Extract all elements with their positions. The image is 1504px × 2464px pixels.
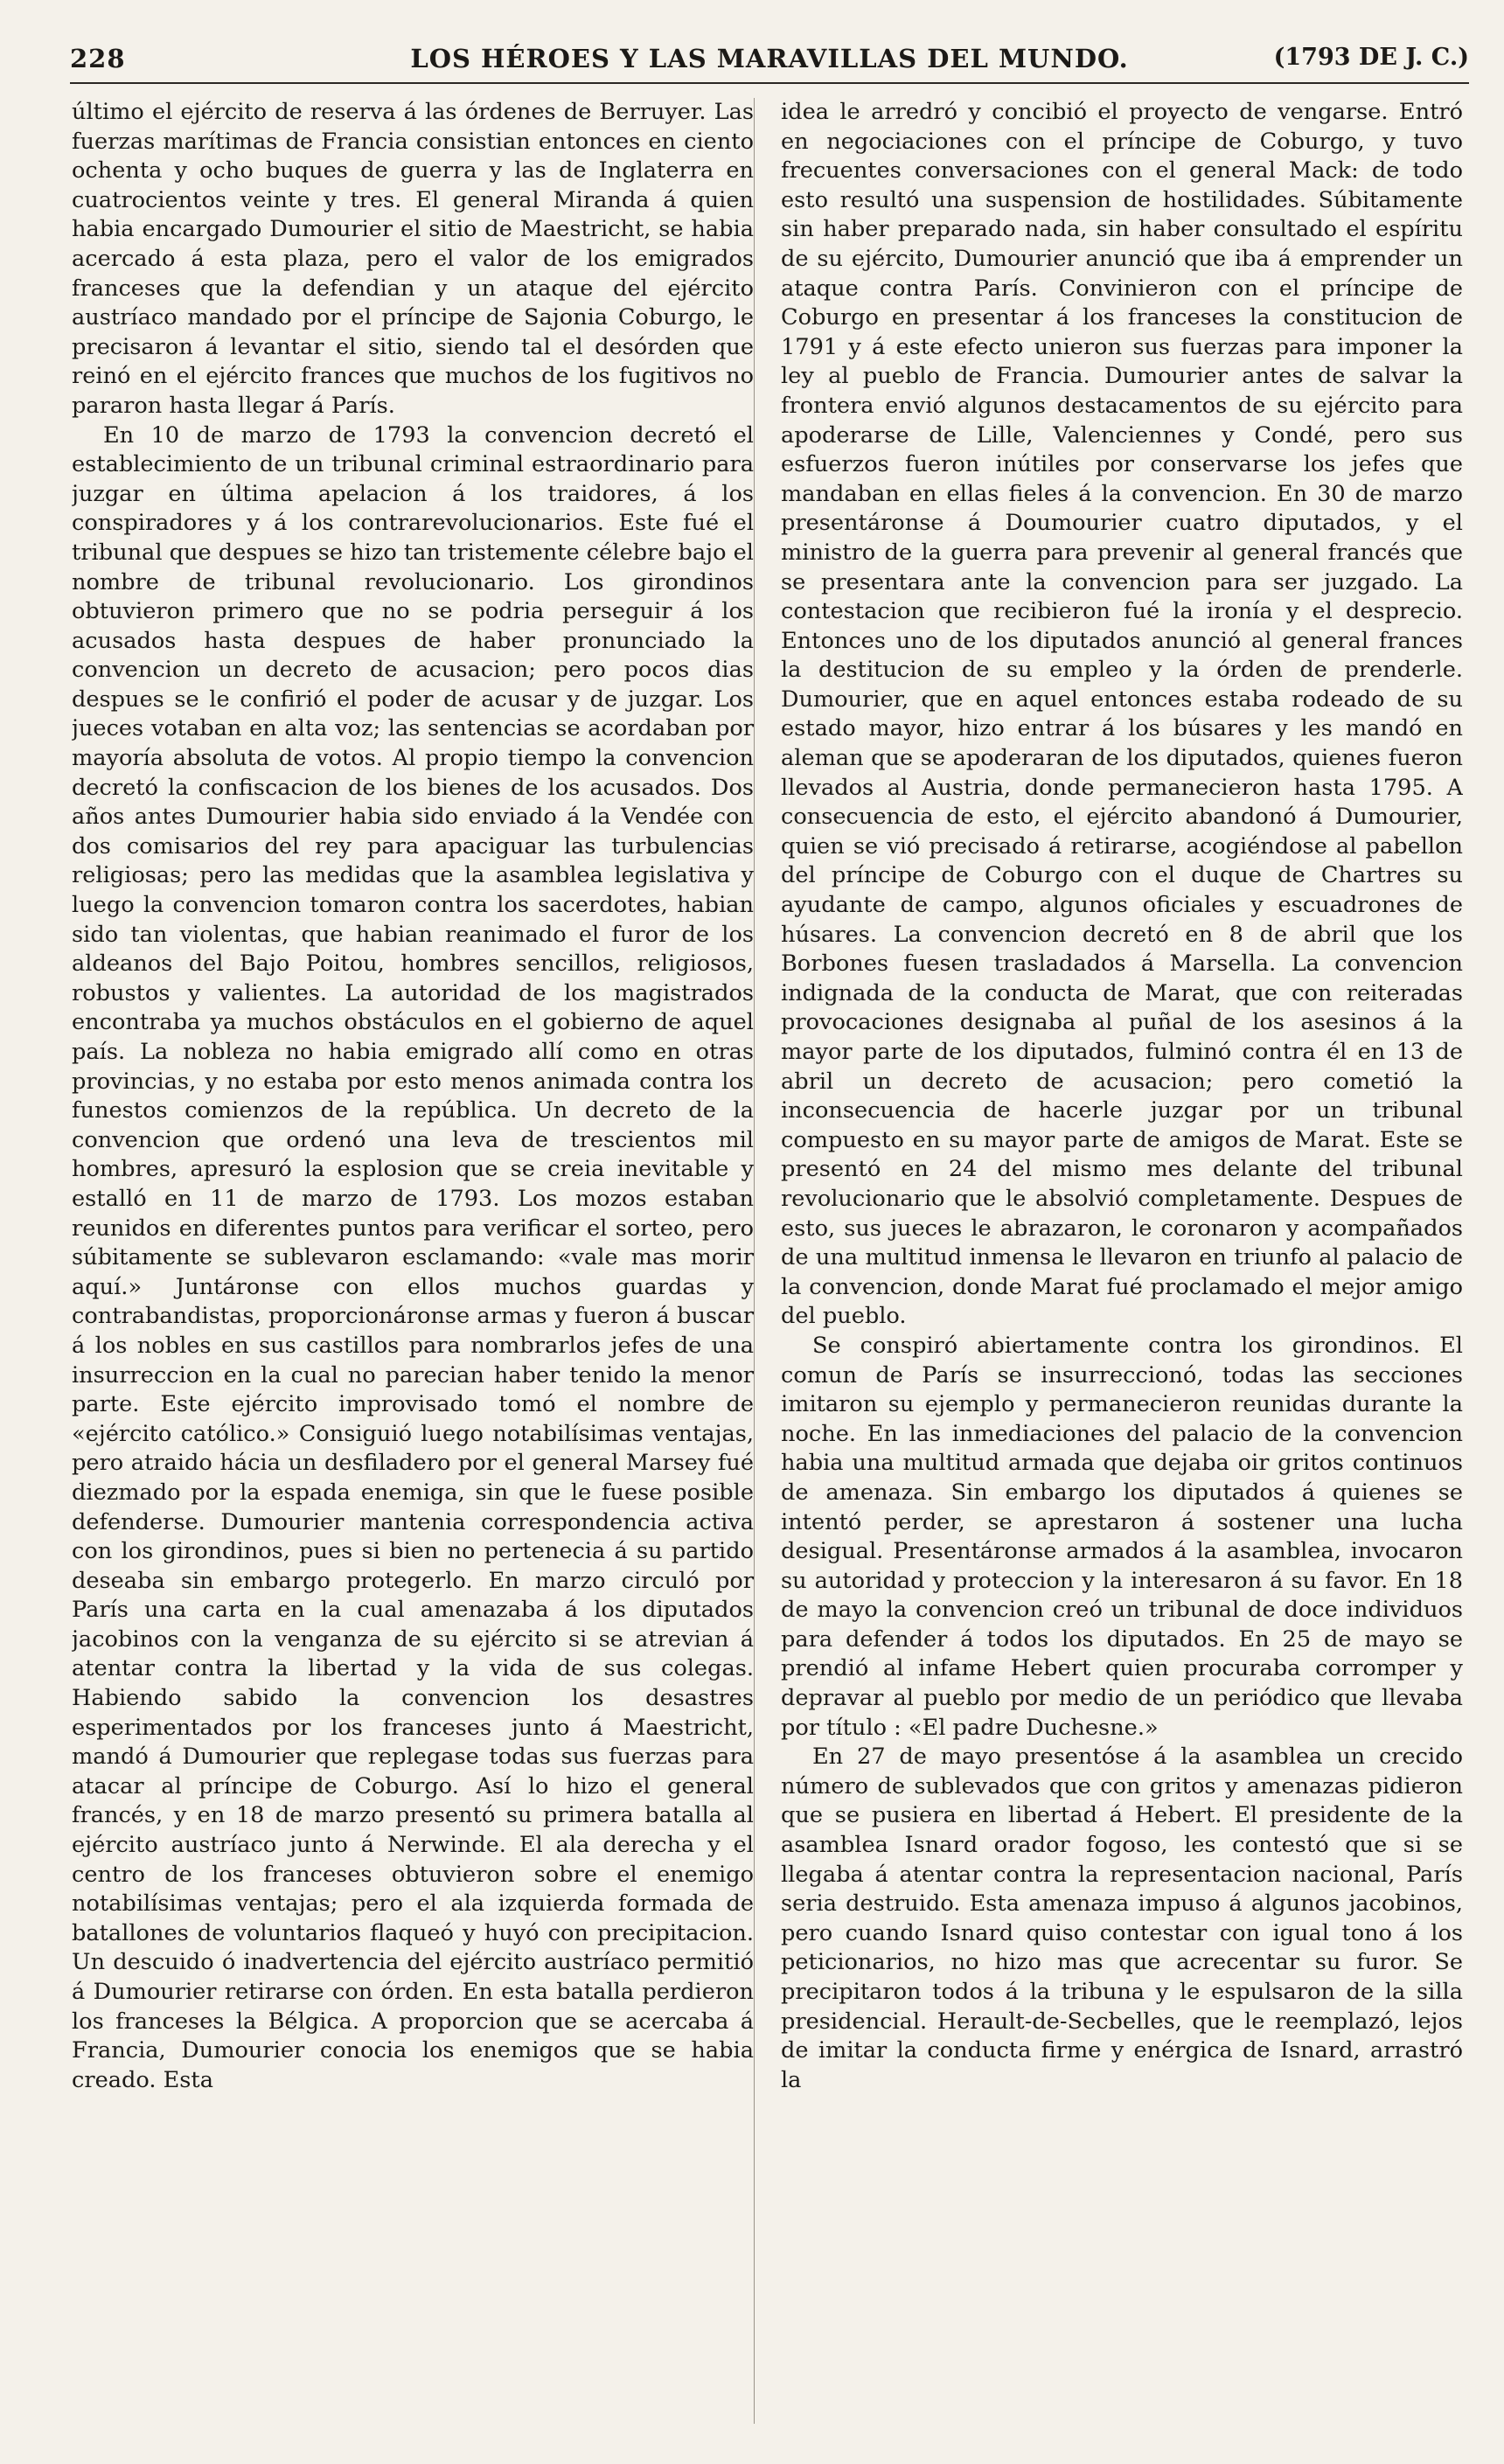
right-column [781,98,1463,2441]
running-header [70,44,1469,84]
left-column [72,98,754,2441]
year-label: (1793 DE J. C.) [1273,44,1469,71]
paragraph: En 10 de marzo de 1793 la convencion decretó el establecimiento de un tribunal criminal estraordinario para juzgar en última apelacion á los traidores, á los conspiradores y á los contrarevolucionarios. Este fué el tribunal que despues se hizo tan tristemente célebre bajo el nombre de tribunal revolucionario. Los girondinos obtuvieron primero que no se podria perseguir á los acusados hasta despues de haber pronunciado la convencion un decreto de acusacion; pero pocos dias despues se le confirió el poder de acusar y de juzgar. Los jueces votaban en alta voz; las sentencias se acordaban por mayoría absoluta de votos. Al propio tiempo la convencion decretó la confiscacion de los bienes de los acusados. Dos años antes Dumourier habia sido enviado á la Vendée con dos comisarios del rey para apaciguar las turbulencias religiosas; pero las medidas que la asamblea legislativa y luego la convencion tomaron contra los sacerdotes, habian sido tan violentas, que habian reanimado el furor de los aldeanos del Bajo Poitou, hombres sencillos, religiosos, robustos y valientes. La autoridad de los magistrados encontraba ya muchos obstáculos en el gobierno de aquel país. La nobleza no habia emigrado allí como en otras provincias, y no estaba por esto menos animada contra los funestos comienzos de la república. Un decreto de la convencion que ordenó una leva de trescientos mil hombres, apresuró la esplosion que se creia inevitable y estalló en 11 de marzo de 1793. Los mozos estaban reunidos en diferentes puntos para verificar el sorteo, pero súbitamente se sublevaron esclamando: «vale mas morir aquí.» Juntáronse con ellos muchos guardas y contrabandistas, proporcionáronse armas y fueron á buscar á los nobles en sus castillos para nombrarlos jefes de una insurreccion en la cual no parecian haber tenido la menor parte. Este ejército improvisado tomó el nombre de «ejército católico.» Consiguió luego notabilísimas ventajas, pero atraido hácia un desfiladero por el general Marsey fué diezmado por la espada enemiga, sin que le fuese posible defenderse. Dumourier mantenia correspondencia activa con los girondinos, pues si bien no pertenecia á su partido deseaba sin embargo protegerlo. En marzo circuló por París una carta en la cual amenazaba á los diputados jacobinos con la venganza de su ejército si se atrevian á atentar contra la libertad y la vida de sus colegas. Habiendo sabido la convencion los desastres esperimentados por los franceses junto á Maestricht, mandó á Dumourier que replegase todas sus fuerzas para atacar al príncipe de Coburgo. Así lo hizo el general francés, y en 18 de marzo presentó su primera batalla al ejército austríaco junto á Nerwinde. El ala derecha y el centro de los franceses obtuvieron sobre el enemigo notabilísimas ventajas; pero el ala izquierda formada de batallones de voluntarios flaqueó y huyó con precipitacion. Un descuido ó inadvertencia del ejército austríaco permitió á Dumourier retirarse con órden. En esta batalla perdieron los franceses la Bélgica. A proporcion que se acercaba á Francia, Dumourier conocia los enemigos que se habia creado. Esta [72,421,754,2093]
paragraph: Se conspiró abiertamente contra los girondinos. El comun de París se insurreccionó, todas las secciones imitaron su ejemplo y permanecieron reunidas durante la noche. En las inmediaciones del palacio de la convencion habia una multitud armada que dejaba oir gritos continuos de amenaza. Sin embargo los diputados á quienes se intentó perder, se aprestaron á sostener una lucha desigual. Presentáronse armados á la asamblea, invocaron su autoridad y proteccion y la interesaron á su favor. En 18 de mayo la convencion creó un tribunal de doce individuos para defender á todos los diputados. En 25 de mayo se prendió al infame Hebert quien procuraba corromper y depravar al pueblo por medio de un periódico que llevaba por título : «El padre Duchesne.» [781,1332,1463,1741]
running-title: LOS HÉROES Y LAS MARAVILLAS DEL MUNDO. [410,44,1129,73]
page-number: 228 [70,44,126,73]
paragraph: último el ejército de reserva á las órdenes de Berruyer. Las fuerzas marítimas de Francia consistian entonces en ciento ochenta y ocho buques de guerra y las de Inglaterra en cuatrocientos veinte y tres. El general Miranda á quien habia encargado Dumourier el sitio de Maestricht, se habia acercado á esta plaza, pero el valor de los emigrados franceses que la defendian y un ataque del ejército austríaco mandado por el príncipe de Sajonia Coburgo, le precisaron á levantar el sitio, siendo tal el desórden que reinó en el ejército frances que muchos de los fugitivos no pararon hasta llegar á París. [72,99,754,419]
column-divider [754,98,755,2424]
paragraph: En 27 de mayo presentóse á la asamblea un crecido número de sublevados que con gritos y amenazas pidieron que se pusiera en libertad á Hebert. El presidente de la asamblea Isnard orador fogoso, les contestó que si se llegaba á atentar contra la representacion nacional, París seria destruido. Esta amenaza impuso á algunos jacobinos, pero cuando Isnard quiso contestar con igual tono á los peticionarios, no hizo mas que acrecentar su furor. Se precipitaron todos á la tribuna y le espulsaron de la silla presidencial. Herault-de-Secbelles, que le reemplazó, lejos de imitar la conducta firme y enérgica de Isnard, arrastró la [781,1744,1463,2093]
paragraph: idea le arredró y concibió el proyecto de vengarse. Entró en negociaciones con el príncipe de Coburgo, y tuvo frecuentes conversaciones con el general Mack: de todo esto resultó una suspension de hostilidades. Súbitamente sin haber preparado nada, sin haber consultado el espíritu de su ejército, Dumourier anunció que iba á emprender un ataque contra París. Convinieron con el príncipe de Coburgo en presentar á los franceses la constitucion de 1791 y á este efecto unieron sus fuerzas para imponer la ley al pueblo de Francia. Dumourier antes de salvar la frontera envió algunos destacamentos de su ejército para apoderarse de Lille, Valenciennes y Condé, pero sus esfuerzos fueron inútiles por conservarse los jefes que mandaban en ellas fieles á la convencion. En 30 de marzo presentáronse á Doumourier cuatro diputados, y el ministro de la guerra para prevenir al general francés que se presentara ante la convencion para ser juzgado. La contestacion que recibieron fué la ironía y el desprecio. Entonces uno de los diputados anunció al general frances la destitucion de su empleo y la órden de prenderle. Dumourier, que en aquel entonces estaba rodeado de su estado mayor, hizo entrar á los búsares y les mandó en aleman que se apoderaran de los diputados, quienes fueron llevados al Austria, donde permanecieron hasta 1795. A consecuencia de esto, el ejército abandonó á Dumourier, quien se vió precisado á retirarse, acogiéndose al pabellon del príncipe de Coburgo con el duque de Chartres su ayudante de campo, algunos oficiales y escuadrones de húsares. La convencion decretó en 8 de abril que los Borbones fuesen trasladados á Marsella. La convencion indignada de la conducta de Marat, que con reiteradas provocaciones designaba al puñal de los asesinos á la mayor parte de los diputados, fulminó contra él en 13 de abril un decreto de acusacion; pero cometió la inconsecuencia de hacerle juzgar por un tribunal compuesto en su mayor parte de amigos de Marat. Este se presentó en 24 del mismo mes delante del tribunal revolucionario que le absolvió completamente. Despues de esto, sus jueces le abrazaron, le coronaron y acompañados de una multitud inmensa le llevaron en triunfo al palacio de la convencion, donde Marat fué proclamado el mejor amigo del pueblo. [781,99,1463,1330]
